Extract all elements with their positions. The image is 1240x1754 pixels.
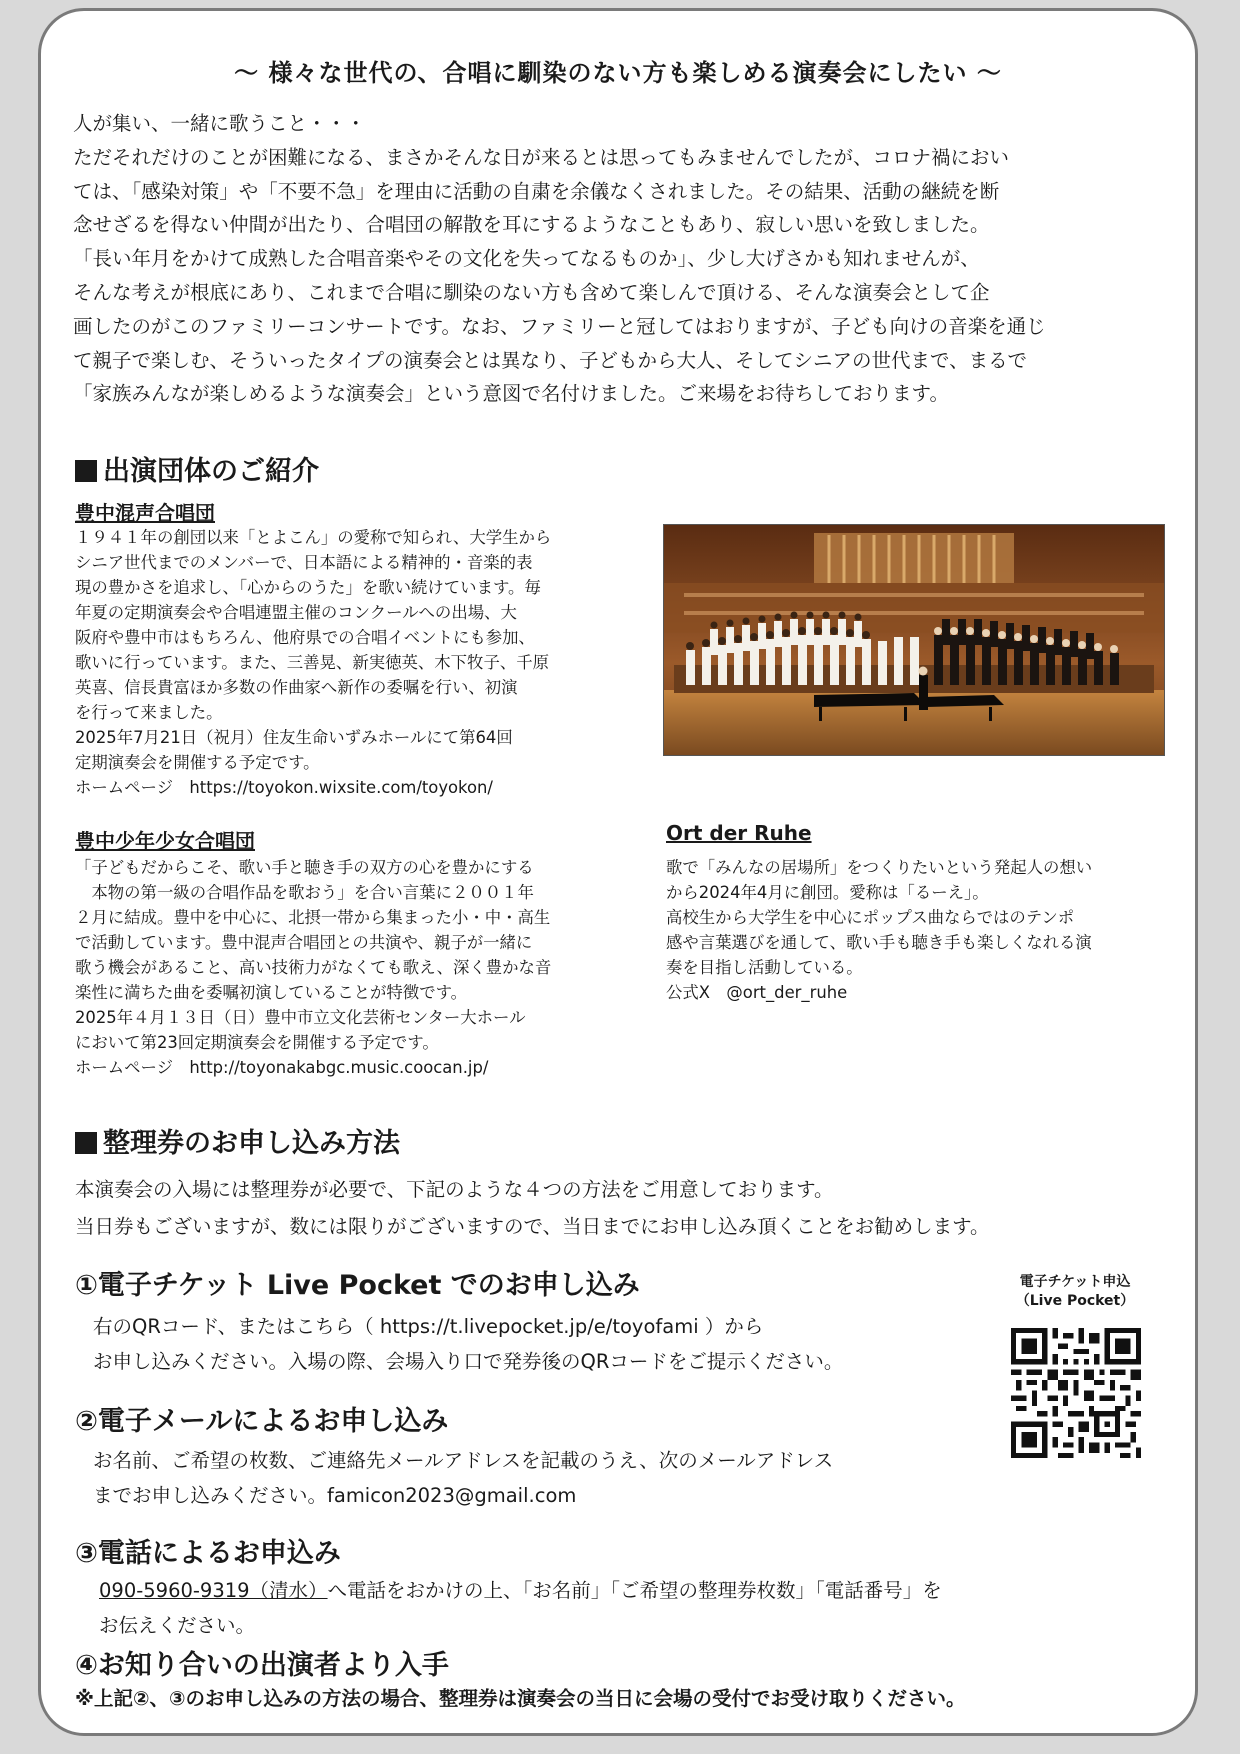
- description-line: １９４１年の創団以来「とよこん」の愛称で知られ、大学生から: [75, 528, 552, 547]
- method-1-line: お申し込みください。入場の際、会場入り口で発券後のQRコードをご提示ください。: [93, 1350, 844, 1373]
- homepage-link[interactable]: ホームページ http://toyonakabgc.music.coocan.jp/: [75, 1058, 489, 1077]
- description-line: 奏を目指し活動している。: [666, 958, 863, 977]
- qr-label-line: （Live Pocket）: [1015, 1293, 1135, 1309]
- description-line: から2024年4月に創団。愛称は「るーえ」。: [666, 883, 989, 902]
- description-line: 年夏の定期演奏会や合唱連盟主催のコンクールへの出場、大: [75, 603, 517, 622]
- method-3-line: [99, 1573, 942, 1608]
- description-line: で活動しています。豊中混声合唱団との共演や、親子が一緒に: [75, 933, 533, 952]
- intro-line: 人が集い、一緒に歌うこと・・・: [73, 112, 366, 135]
- description-line: 定期演奏会を開催する予定です。: [75, 753, 320, 772]
- intro-line: て親子で楽しむ、そういったタイプの演奏会とは異なり、子どもから大人、そしてシニアの世代まで、まるで: [73, 348, 1027, 372]
- description-line: 歌う機会があること、高い技術力がなくても歌え、深く豊かな音: [75, 958, 552, 977]
- description-line: シニア世代までのメンバーで、日本語による精神的・音楽的表: [75, 553, 533, 572]
- method-2-line: お名前、ご希望の枚数、ご連絡先メールアドレスを記載のうえ、次のメールアドレス: [93, 1449, 834, 1472]
- intro-line: ただそれだけのことが困難になる、まさかそんな日が来るとは思ってもみませんでしたが、コロナ禍におい: [73, 145, 1010, 169]
- method-1-body: [93, 1309, 843, 1379]
- toyonaka-mixed-name: 豊中混声合唱団: [75, 501, 215, 525]
- performers-heading: [75, 449, 319, 488]
- qr-label-line: 電子チケット申込: [1019, 1274, 1131, 1290]
- tickets-intro-line: 本演奏会の入場には整理券が必要で、下記のような４つの方法をご用意しております。: [75, 1178, 834, 1201]
- method-3-body: [99, 1573, 942, 1643]
- livepocket-qr-code[interactable]: [1011, 1328, 1141, 1458]
- description-line: 2025年7月21日（祝月）住友生命いずみホールにて第64回: [75, 728, 513, 747]
- description-line: ２月に結成。豊中を中心に、北摂一帯から集まった小・中・高生: [75, 908, 551, 927]
- qr-label: [1001, 1273, 1149, 1311]
- toyonaka-mixed-description: [75, 525, 551, 800]
- ort-der-ruhe-description: [666, 855, 1092, 1005]
- description-line: 歌いに行っています。また、三善晃、新実徳英、木下牧子、千原: [75, 653, 550, 672]
- description-line: 「子どもだからこそ、歌い手と聴き手の双方の心を豊かにする: [75, 858, 534, 877]
- method-3-line-rest: へ電話をおかけの上、「お名前」「ご希望の整理券枚数」「電話番号」を: [327, 1579, 942, 1602]
- x-account-link[interactable]: 公式X @ort_der_ruhe: [666, 983, 848, 1002]
- description-line: 2025年４月１３日（日）豊中市立文化芸術センター大ホール: [75, 1008, 526, 1027]
- description-line: を行って来ました。: [75, 703, 223, 722]
- tagline: ～ 様々な世代の、合唱に馴染のない方も楽しめる演奏会にしたい ～: [234, 59, 1002, 87]
- intro-line: そんな考えが根底にあり、これまで合唱に馴染のない方も含めて楽しんで頂ける、そんな演奏会として企: [73, 280, 990, 304]
- choir-concert-photo: [663, 524, 1165, 756]
- intro-line: ては、「感染対策」や「不要不急」を理由に活動の自粛を余儀なくされました。その結果、活動の継続を断: [73, 179, 1000, 203]
- tickets-heading-text: 整理券のお申し込み方法: [103, 1128, 400, 1159]
- description-line: 現の豊かさを追求し、「心からのうた」を歌い続けています。毎: [75, 578, 541, 597]
- intro-line: 画したのがこのファミリーコンサートです。なお、ファミリーと冠してはおりますが、子ども向けの音楽を通じ: [73, 314, 1046, 338]
- square-bullet-icon: [75, 460, 97, 482]
- pickup-note: ※上記②、③のお申し込みの方法の場合、整理券は演奏会の当日に会場の受付でお受け取りください。: [75, 1687, 966, 1710]
- tickets-intro-line: 当日券もございますが、数には限りがございますので、当日までにお申し込み頂くことをお勧めします。: [75, 1215, 990, 1238]
- description-line: 歌で「みんなの居場所」をつくりたいという発起人の想い: [666, 858, 1093, 877]
- livepocket-link[interactable]: 右のQRコード、またはこちら（ https://t.livepocket.jp/e/toyofami ）から: [93, 1315, 764, 1338]
- method-3-line: お伝えください。: [99, 1614, 256, 1637]
- description-line: 楽性に満ちた曲を委嘱初演していることが特徴です。: [75, 983, 468, 1002]
- email-address[interactable]: までお申し込みください。famicon2023@gmail.com: [93, 1484, 577, 1507]
- description-line: 阪府や豊中市はもちろん、他府県での合唱イベントにも参加、: [75, 628, 535, 647]
- intro-line: 「長い年月をかけて成熟した合唱音楽やその文化を失ってなるものか」、少し大げさかも知れませんが、: [73, 247, 980, 271]
- phone-number[interactable]: 090-5960-9319（清水）: [99, 1579, 328, 1602]
- tickets-heading: [75, 1121, 400, 1160]
- method-4-title: ④お知り合いの出演者より入手: [75, 1650, 449, 1681]
- description-line: において第23回定期演奏会を開催する予定です。: [75, 1033, 439, 1052]
- description-line: 感や言葉選びを通して、歌い手も聴き手も楽しくなれる演: [666, 933, 1092, 952]
- toyonaka-children-description: [75, 855, 551, 1080]
- tickets-intro: [75, 1171, 990, 1245]
- ort-der-ruhe-name: Ort der Ruhe: [666, 821, 812, 845]
- square-bullet-icon: [75, 1132, 97, 1154]
- description-line: 本物の第一級の合唱作品を歌おう」を合い言葉に２００１年: [75, 883, 534, 902]
- description-line: 高校生から大学生を中心にポップス曲ならではのテンポ: [666, 908, 1075, 927]
- intro-text: [73, 107, 1173, 411]
- intro-line: 念せざるを得ない仲間が出たり、合唱団の解散を耳にするようなこともあり、寂しい思いを致しました。: [73, 213, 990, 237]
- description-line: 英喜、信長貴富ほか多数の作曲家へ新作の委嘱を行い、初演: [75, 678, 518, 697]
- toyonaka-children-name: 豊中少年少女合唱団: [75, 829, 255, 853]
- performers-heading-text: 出演団体のご紹介: [103, 456, 319, 487]
- homepage-link[interactable]: ホームページ https://toyokon.wixsite.com/toyokon/: [75, 778, 493, 797]
- flyer-card: [38, 8, 1198, 1736]
- method-2-body: [93, 1443, 833, 1513]
- method-2-title: ②電子メールによるお申し込み: [75, 1406, 449, 1437]
- method-1-title: ①電子チケット Live Pocket でのお申し込み: [75, 1270, 640, 1301]
- method-3-title: ③電話によるお申込み: [75, 1538, 341, 1569]
- intro-line: 「家族みんなが楽しめるような演奏会」という意図で名付けました。ご来場をお待ちしております。: [73, 382, 949, 406]
